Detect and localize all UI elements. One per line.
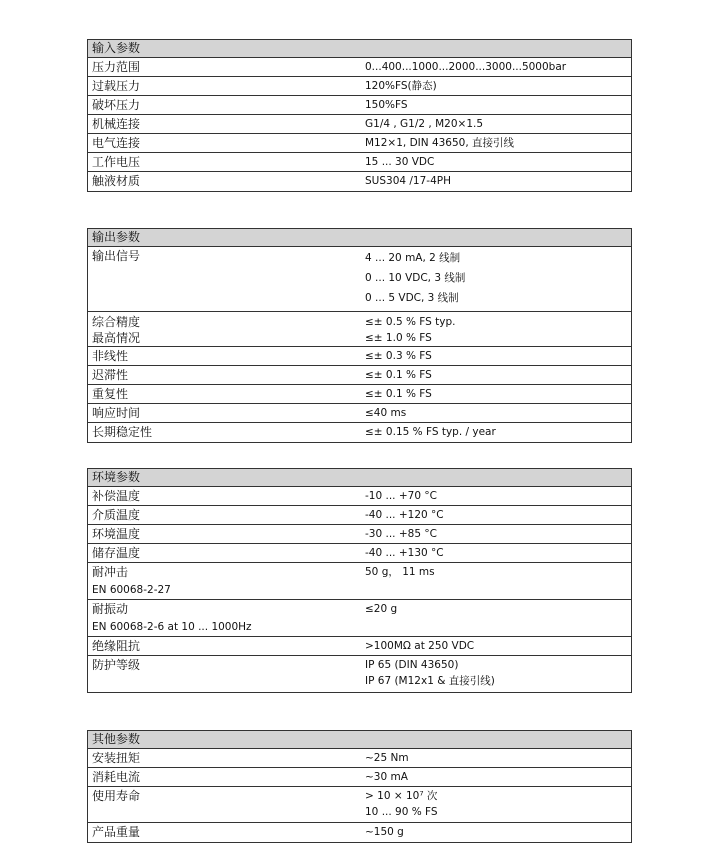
table-row bbox=[88, 77, 631, 96]
row-value: ≤± 1.0 % FS bbox=[365, 332, 432, 344]
row-value: ~25 Nm bbox=[365, 752, 409, 764]
row-value: >100MΩ at 250 VDC bbox=[365, 640, 475, 652]
row-value: IP 67 (M12x1 & 直接引线) bbox=[365, 675, 495, 687]
signal-value: 0 ... 10 VDC, 3 线制 bbox=[365, 272, 466, 284]
table-row bbox=[88, 312, 631, 347]
row-value: M12×1, DIN 43650, 直接引线 bbox=[365, 137, 515, 149]
shock-standard: EN 60068-2-27 bbox=[92, 584, 171, 596]
row-value: -40 ... +130 °C bbox=[365, 547, 444, 559]
row-label: 重复性 bbox=[92, 387, 129, 401]
row-value: ≤± 0.15 % FS typ. / year bbox=[365, 426, 496, 438]
other-parameters-table bbox=[87, 730, 632, 843]
row-value: -10 ... +70 °C bbox=[365, 490, 437, 502]
table-row bbox=[88, 487, 631, 506]
protection-values bbox=[363, 656, 631, 692]
row-value: ≤± 0.5 % FS typ. bbox=[365, 316, 456, 328]
signal-value: 4 ... 20 mA, 2 线制 bbox=[365, 252, 461, 264]
input-parameters-table bbox=[87, 39, 632, 192]
table-row bbox=[88, 823, 631, 842]
table-row bbox=[88, 563, 631, 600]
row-label: 触液材质 bbox=[92, 174, 141, 188]
table-row bbox=[88, 366, 631, 385]
row-label: 电气连接 bbox=[92, 136, 141, 150]
table-row bbox=[88, 600, 631, 637]
row-value: 120%FS(静态) bbox=[365, 80, 437, 92]
row-label: 迟滞性 bbox=[92, 368, 129, 382]
row-value: G1/4 , G1/2 , M20×1.5 bbox=[365, 118, 484, 130]
row-label: 长期稳定性 bbox=[92, 425, 153, 439]
row-label: 耐冲击 bbox=[92, 565, 129, 579]
table-row bbox=[88, 172, 631, 191]
row-value: 10 ... 90 % FS bbox=[365, 806, 438, 818]
input-parameters-header: 输入参数 bbox=[88, 40, 631, 58]
row-label: 机械连接 bbox=[92, 117, 141, 131]
row-label: 破坏压力 bbox=[92, 98, 141, 112]
row-value: ≤± 0.3 % FS bbox=[365, 350, 432, 362]
table-row bbox=[88, 787, 631, 823]
row-label: 使用寿命 bbox=[92, 789, 141, 803]
row-value: ≤20 g bbox=[365, 603, 398, 615]
output-parameters-table bbox=[87, 228, 632, 443]
row-label: 最高情况 bbox=[92, 331, 141, 345]
row-label: 输出信号 bbox=[92, 249, 141, 263]
accuracy-values bbox=[363, 312, 631, 346]
row-label: 综合精度 bbox=[92, 315, 141, 329]
row-value: 15 ... 30 VDC bbox=[365, 156, 435, 168]
row-label: 响应时间 bbox=[92, 406, 141, 420]
row-label: 耐振动 bbox=[92, 602, 129, 616]
output-parameters-header: 输出参数 bbox=[88, 229, 631, 247]
table-row bbox=[88, 96, 631, 115]
row-value: ≤± 0.1 % FS bbox=[365, 388, 432, 400]
row-label: 补偿温度 bbox=[92, 489, 141, 503]
environment-parameters-header: 环境参数 bbox=[88, 469, 631, 487]
row-value: SUS304 /17-4PH bbox=[365, 175, 451, 187]
table-row bbox=[88, 768, 631, 787]
table-row bbox=[88, 506, 631, 525]
row-label: 介质温度 bbox=[92, 508, 141, 522]
table-row bbox=[88, 385, 631, 404]
row-value: -30 ... +85 °C bbox=[365, 528, 437, 540]
row-value: 50 g， 11 ms bbox=[365, 566, 435, 578]
other-parameters-header: 其他参数 bbox=[88, 731, 631, 749]
row-label: 非线性 bbox=[92, 349, 129, 363]
row-value: 0...400...1000...2000...3000...5000bar bbox=[365, 61, 567, 73]
row-value: ~30 mA bbox=[365, 771, 408, 783]
row-label: 环境温度 bbox=[92, 527, 141, 541]
signal-value: 0 ... 5 VDC, 3 线制 bbox=[365, 292, 459, 304]
table-row bbox=[88, 423, 631, 442]
table-row bbox=[88, 404, 631, 423]
table-row bbox=[88, 347, 631, 366]
row-value: -40 ... +120 °C bbox=[365, 509, 444, 521]
row-label: 过载压力 bbox=[92, 79, 141, 93]
row-value: IP 65 (DIN 43650) bbox=[365, 659, 459, 671]
row-label: 产品重量 bbox=[92, 825, 141, 839]
table-row bbox=[88, 247, 631, 312]
row-value: ≤± 0.1 % FS bbox=[365, 369, 432, 381]
row-label: 压力范围 bbox=[92, 60, 141, 74]
row-label: 消耗电流 bbox=[92, 770, 141, 784]
table-row bbox=[88, 749, 631, 768]
shock-cell bbox=[88, 563, 363, 599]
table-row bbox=[88, 656, 631, 692]
table-row bbox=[88, 58, 631, 77]
vibration-cell bbox=[88, 600, 363, 636]
table-row bbox=[88, 115, 631, 134]
table-row bbox=[88, 544, 631, 563]
row-value: ~150 g bbox=[365, 826, 404, 838]
signal-values bbox=[363, 247, 631, 311]
life-values bbox=[363, 787, 631, 822]
vibration-standard: EN 60068-2-6 at 10 ... 1000Hz bbox=[92, 621, 252, 633]
row-label: 防护等级 bbox=[92, 658, 141, 672]
table-row bbox=[88, 637, 631, 656]
row-label: 绝缘阻抗 bbox=[92, 639, 141, 653]
row-label: 工作电压 bbox=[92, 155, 141, 169]
row-label: 安装扭矩 bbox=[92, 751, 141, 765]
accuracy-labels bbox=[88, 312, 363, 346]
environment-parameters-table bbox=[87, 468, 632, 693]
table-row bbox=[88, 525, 631, 544]
table-row bbox=[88, 134, 631, 153]
row-value: > 10 × 10⁷ 次 bbox=[365, 790, 438, 802]
row-label: 储存温度 bbox=[92, 546, 141, 560]
row-value: ≤40 ms bbox=[365, 407, 407, 419]
table-row bbox=[88, 153, 631, 172]
row-value: 150%FS bbox=[365, 99, 408, 111]
